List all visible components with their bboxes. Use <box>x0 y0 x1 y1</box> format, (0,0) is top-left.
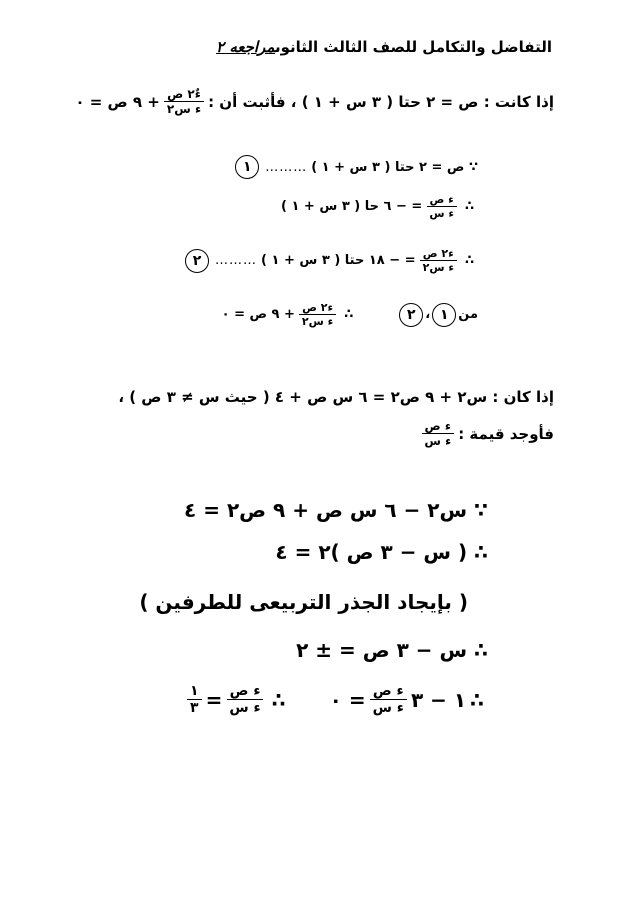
q1-step2 <box>281 194 478 219</box>
q1-step1-dots: ……… <box>265 159 308 175</box>
circle-two-marker: ٢ <box>185 249 209 273</box>
q2-line5-res-den: ٣ <box>190 700 199 716</box>
circle-two-marker: ٢ <box>399 303 423 327</box>
q1-step3 <box>183 248 478 273</box>
q2-line5-lhs: ١ − ٣ <box>410 687 467 712</box>
q2-line5 <box>183 684 488 715</box>
circle-one-marker: ١ <box>235 155 259 179</box>
q2-find <box>417 420 554 447</box>
q2-given <box>118 388 554 406</box>
q2-line5-num2: ء ص <box>227 684 264 700</box>
q1-statement <box>75 88 554 115</box>
q2-line5-eq2: = <box>205 687 223 712</box>
q1-step4-rhs: + ٩ ص = ٠ <box>221 307 295 322</box>
therefore-symbol: ∴ <box>271 687 286 712</box>
q2-find-fraction <box>421 420 454 447</box>
q2-given-text: إذا كان : س٢ + ٩ ص٢ = ٦ س ص + ٤ ( حيث س ≠ ٣ ص ) ، <box>118 388 554 406</box>
q1-step2-den: ء س <box>429 207 454 220</box>
q2-line4-text: ∴ س − ٣ ص = ± ٢ <box>296 638 488 662</box>
q2-line3 <box>139 590 468 614</box>
q1-given: إذا كانت : ص = ٢ حتا ( ٣ س + ١ ) ، فأثبت أن : <box>208 92 554 111</box>
therefore-symbol: ∴ <box>464 253 474 268</box>
q2-find-num: ء ص <box>422 420 454 434</box>
q1-step2-rhs: = − ٦ حا ( ٣ س + ١ ) <box>280 199 423 214</box>
header-tag: مراجعه ٢ <box>216 38 275 56</box>
q1-step4 <box>222 302 478 327</box>
q2-line2-text: ∴ ( س − ٣ ص )٢ = ٤ <box>275 540 488 564</box>
q2-line5-num: ء ص <box>370 684 407 700</box>
q1-step4-fraction <box>299 302 336 327</box>
q1-step3-num: ء٢ ص <box>420 248 457 261</box>
therefore-symbol: ∴ <box>344 307 354 322</box>
q1-step4-from: من <box>458 307 478 322</box>
q1-step2-num: ء ص <box>427 194 457 207</box>
q1-equation-tail: + ٩ ص = ٠ <box>75 92 160 111</box>
q1-step3-fraction <box>420 248 457 273</box>
q1-frac-den: ء س٢ <box>166 102 202 116</box>
q1-step2-fraction <box>426 194 457 219</box>
q2-line2 <box>275 540 488 564</box>
therefore-symbol: ∴ <box>464 199 474 214</box>
q1-frac-num: ءٌ٢ ص <box>164 88 204 102</box>
q1-fraction <box>164 88 204 115</box>
q1-step3-den: ء س٢ <box>422 261 454 274</box>
q2-line5-den: ء س <box>372 700 404 716</box>
q1-step3-dots: ……… <box>215 253 258 268</box>
q2-line4 <box>296 638 488 662</box>
q1-step4-num: ء٢ ص <box>299 302 336 315</box>
q2-line5-fraction <box>370 684 407 715</box>
q2-line5-res-num: ١ <box>187 684 202 700</box>
therefore-symbol: ∴ <box>470 687 484 712</box>
q2-line5-den2: ء س <box>229 700 261 716</box>
q2-line3-text: ( بإيجاد الجذر التربيعى للطرفين ) <box>139 590 468 614</box>
header-title: التفاضل والتكامل للصف الثالث الثانوى <box>275 38 552 56</box>
q1-step1 <box>233 155 478 179</box>
q2-line5-eq: = ٠ <box>329 687 366 712</box>
q2-find-den: ء س <box>424 434 452 448</box>
page-header <box>216 38 552 56</box>
q2-line1 <box>184 498 488 522</box>
q2-line5-result <box>187 684 202 715</box>
q1-step3-rhs: = − ١٨ حتا ( ٣ س + ١ ) <box>261 253 416 268</box>
q1-step4-den: ء س٢ <box>301 315 334 328</box>
q1-step4-comma: ، <box>425 307 431 322</box>
q2-line1-text: ∵ س٢ − ٦ س ص + ٩ ص٢ = ٤ <box>184 498 488 522</box>
circle-one-marker: ١ <box>432 303 456 327</box>
q1-step1-lhs: ∵ ص = ٢ حتا ( ٣ س + ١ ) <box>311 159 478 175</box>
q2-find-text: فأوجد قيمة : <box>458 424 554 443</box>
q2-line5-fraction2 <box>226 684 263 715</box>
